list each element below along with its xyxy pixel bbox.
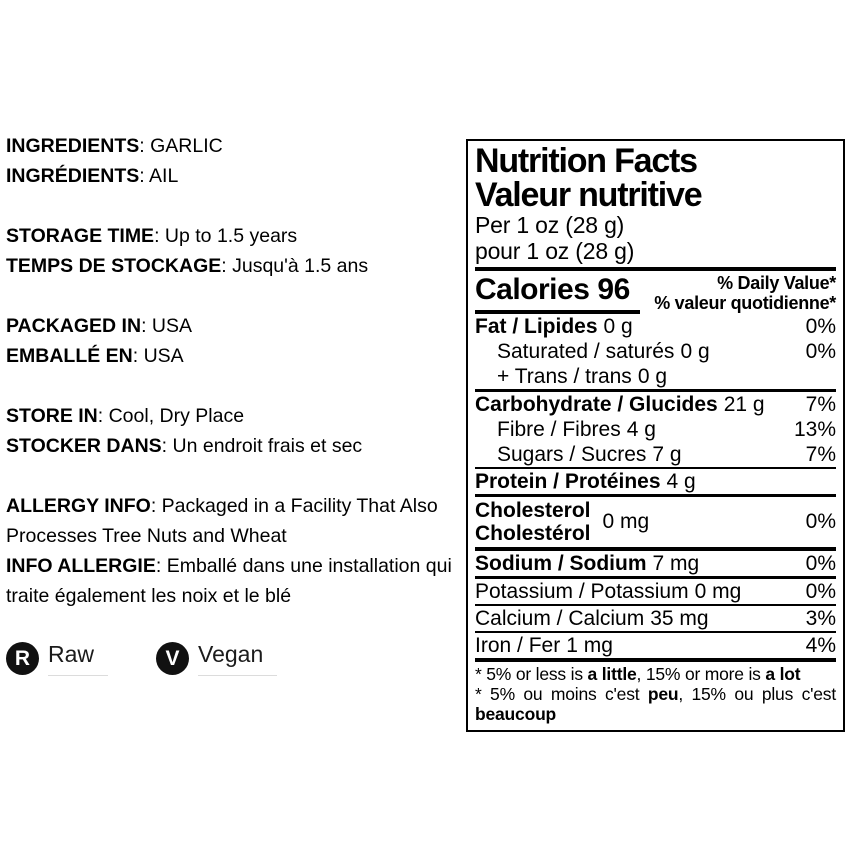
ingredients-label-fr: INGRÉDIENTS : [6,165,149,187]
potassium-dv: 0% [805,580,836,603]
storage-time-section [6,221,458,281]
sodium-name: Sodium / Sodium [475,552,647,575]
daily-value-header-en: % Daily Value* [717,273,836,293]
trans-name: + Trans / trans [497,365,632,388]
row-sodium [475,547,836,576]
row-trans [475,364,836,389]
nutrition-facts-panel [466,139,845,732]
allergy-info-label-en: ALLERGY INFO : [6,495,162,517]
storage-time-label-en: STORAGE TIME : [6,225,165,247]
daily-value-header [654,273,836,314]
iron-amount: 1 mg [566,634,613,657]
fibre-dv: 13% [793,418,836,441]
store-in-line-en [6,401,458,431]
sugars-name: Sugars / Sucres [497,443,647,466]
iron-name: Iron / Fer [475,634,561,657]
vegan-badge [156,641,277,676]
allergy-info-value-fr: Emballé dans une installation qui traite également les noix et le blé [6,555,452,607]
daily-value-header-fr: % valeur quotidienne* [654,293,836,313]
storage-time-label-fr: TEMPS DE STOCKAGE : [6,255,232,277]
footnote-fr-line2: beaucoup [475,704,557,724]
potassium-name: Potassium / Potassium [475,580,689,603]
calories-label: Calories [475,273,590,306]
potassium-amount: 0 mg [694,580,742,603]
protein-amount: 4 g [666,470,696,493]
allergy-info-label-fr: INFO ALLERGIE : [6,555,167,577]
row-carbohydrate [475,389,836,417]
raw-badge-label: Raw [48,641,108,676]
allergy-info-section [6,491,458,611]
cholesterol-name-fr: Cholestérol [475,522,591,545]
iron-dv: 4% [805,634,836,657]
sodium-amount: 7 mg [652,552,700,575]
ingredients-value-en: GARLIC [150,135,223,157]
row-potassium [475,576,836,604]
ingredients-label-en: INGREDIENTS : [6,135,150,157]
store-in-line-fr [6,431,458,461]
cholesterol-dv: 0% [805,510,836,533]
row-iron [475,631,836,658]
sugars-dv: 7% [805,443,836,466]
footnote [475,658,836,724]
calories-value [475,273,640,314]
nutrition-title-en: Nutrition Facts [475,142,697,180]
carbohydrate-amount: 21 g [723,393,765,416]
packaged-in-label-en: PACKAGED IN : [6,315,152,337]
storage-time-value-en: Up to 1.5 years [164,225,298,247]
saturated-amount: 0 g [680,340,710,363]
ingredients-line-en [6,131,458,161]
calcium-name: Calcium / Calcium [475,607,645,630]
diet-badges [6,641,458,676]
cholesterol-amount: 0 mg [602,510,650,533]
row-protein [475,467,836,494]
packaged-in-section [6,311,458,371]
footnote-fr-line1: * 5% ou moins c'est peu, 15% ou plus c'est [475,684,836,704]
trans-amount: 0 g [637,365,668,388]
row-fibre [475,417,836,442]
raw-icon: R [6,642,39,675]
sugars-amount: 7 g [652,443,682,466]
raw-badge [6,641,108,676]
store-in-label-en: STORE IN : [6,405,109,427]
packaged-in-value-fr: USA [143,345,184,367]
footnote-en: * 5% or less is a little, 15% or more is a lot [475,664,801,684]
cholesterol-name-en: Cholesterol [475,499,591,522]
row-fat [475,314,836,339]
packaged-in-line-en [6,311,458,341]
vegan-icon: V [156,642,189,675]
fibre-name: Fibre / Fibres [497,418,621,441]
row-cholesterol [475,494,836,547]
packaged-in-line-fr [6,341,458,371]
fat-amount: 0 g [603,315,633,338]
protein-name: Protein / Protéines [475,470,661,493]
row-calcium [475,604,836,631]
allergy-info-value-en: Packaged in a Facility That Also Processes Tree Nuts and Wheat [6,495,438,547]
row-saturated [475,339,836,364]
fat-name: Fat / Lipides [475,315,598,338]
calcium-dv: 3% [805,607,836,630]
ingredients-line-fr [6,161,458,191]
carbohydrate-name: Carbohydrate / Glucides [475,393,718,416]
vegan-badge-label: Vegan [198,641,277,676]
storage-time-value-fr: Jusqu'à 1.5 ans [232,255,369,277]
sodium-dv: 0% [805,552,836,575]
calories-number: 96 [597,273,630,306]
storage-time-line-fr [6,251,458,281]
store-in-value-en: Cool, Dry Place [108,405,245,427]
product-info-column [6,131,458,676]
packaged-in-label-fr: EMBALLÉ EN : [6,345,144,367]
serving-size-en: Per 1 oz (28 g) [475,212,625,238]
row-sugars [475,442,836,467]
header-divider-bar [475,267,836,271]
store-in-label-fr: STOCKER DANS : [6,435,173,457]
ingredients-value-fr: AIL [149,165,179,187]
store-in-section [6,401,458,461]
calories-row [475,273,836,314]
storage-time-line-en [6,221,458,251]
ingredients-section [6,131,458,191]
saturated-dv: 0% [805,340,836,363]
allergy-info-line-fr [6,551,458,611]
allergy-info-line-en [6,491,458,551]
packaged-in-value-en: USA [151,315,193,337]
fat-dv: 0% [805,315,836,338]
store-in-value-fr: Un endroit frais et sec [172,435,363,457]
saturated-name: Saturated / saturés [497,340,675,363]
serving-size-fr: pour 1 oz (28 g) [475,238,635,264]
carbohydrate-dv: 7% [805,393,836,416]
fibre-amount: 4 g [626,418,656,441]
nutrition-title-fr: Valeur nutritive [475,176,702,214]
calcium-amount: 35 mg [650,607,709,630]
